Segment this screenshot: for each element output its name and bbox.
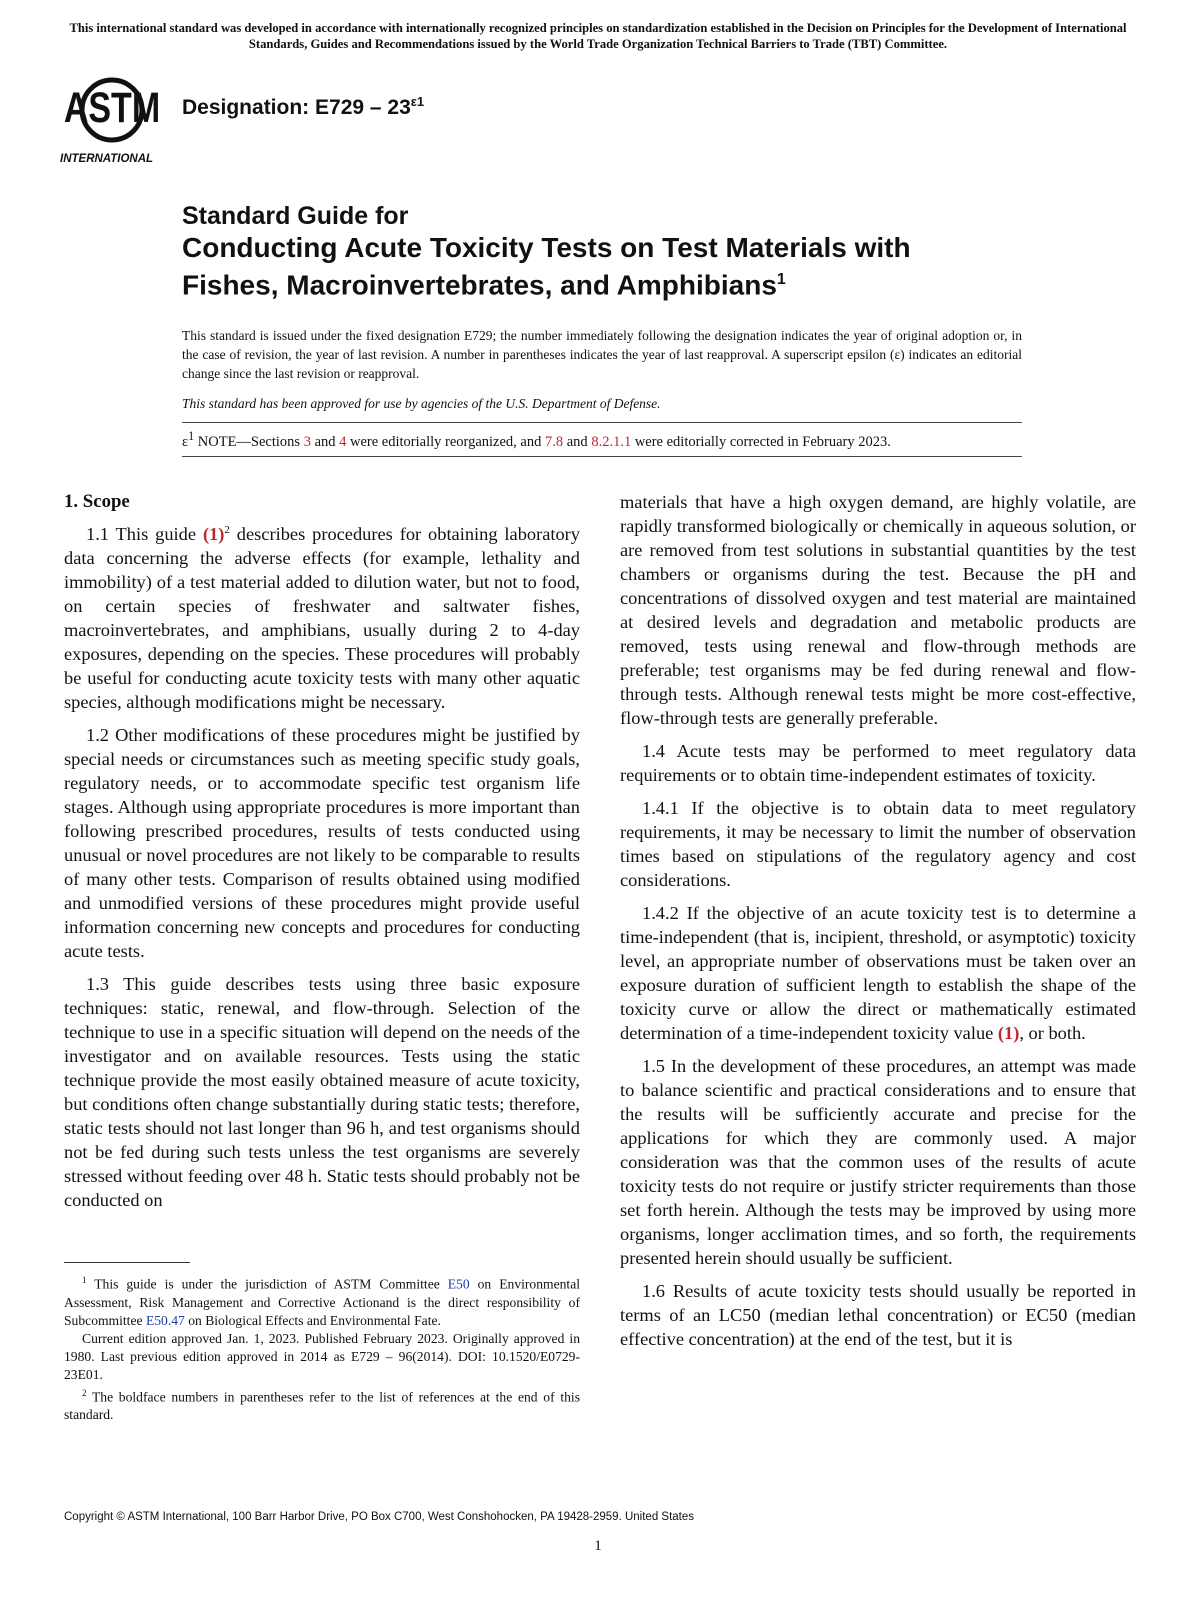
note-text: were editorially reorganized, and <box>346 433 545 450</box>
designation-label: Designation: E729 – 23 <box>182 96 411 119</box>
footnote-text: on Environmental Assessment, Risk Management and Corrective Actionand is the direct responsibility of Subcommittee <box>64 1276 580 1328</box>
title-line-3 <box>182 264 1112 301</box>
reference-link-1[interactable]: (1) <box>202 524 225 545</box>
reference-link-1[interactable]: (1) <box>997 1023 1020 1043</box>
fixed-designation-note: This standard is issued under the fixed designation E729; the number immediately following the designation indicates the year of original adoption or, in the case of revision, the year of last revision. A number in parentheses indicates the year of last reapproval. A superscript epsilon (ε) indicates an editorial change since the last revision or reapproval. <box>182 328 1022 381</box>
footnote-text: The boldface numbers in parentheses refer to the list of references at the end of this standard. <box>64 1389 580 1423</box>
document-title <box>182 200 1112 301</box>
footnote-1 <box>64 1271 580 1330</box>
paragraph-1-4-1: 1.4.1 If the objective is to obtain data to meet regulatory requirements, it may be necessary to limit the number of observation times based on stipulations of the regulatory agency and cost considerations. <box>620 798 1136 890</box>
paragraph-1-6: 1.6 Results of acute toxicity tests should usually be reported in terms of an LC50 (median lethal concentration) or EC50 (median effective concentration) at the end of the test, but it is <box>620 1281 1136 1349</box>
title-line-2: Conducting Acute Toxicity Tests on Test Materials with <box>182 232 911 263</box>
section-heading-scope: 1. Scope <box>64 491 130 512</box>
footnote-mark-2: 2 <box>224 524 230 536</box>
editorial-note <box>182 422 1022 457</box>
footnote-text: on Biological Effects and Environmental Fate. <box>184 1312 441 1328</box>
paragraph-text: describes procedures for obtaining laboratory data concerning the adverse effects (for example, lethality and immobility) of a test material added to dilution water, but not to food, on certain species of freshwater and saltwater fishes, macroinvertebrates, and amphibians, usually during 2 to 4-day exposures, depending on the species. These procedures will probably be useful for conducting acute toxicity tests with many other aquatic species, although modifications might be necessary. <box>64 524 580 713</box>
footnote-2-mark: 2 <box>82 1387 87 1398</box>
subcommittee-link-e50-47[interactable]: E50.47 <box>145 1312 185 1328</box>
paragraph-1-5: 1.5 In the development of these procedures, an attempt was made to balance scientific and practical considerations and to ensure that the results will be sufficiently accurate and precise for the applications for which they are commonly used. A major consideration was that the common uses of the results of acute toxicity tests do not require or justify stricter requirements than those set forth herein. Although the tests may be improved by using more organisms, longer acclimation times, and so forth, the requirements presented herein should usually be sufficient. <box>620 1056 1136 1268</box>
section-link-8-2-1-1[interactable]: 8.2.1.1 <box>591 433 632 450</box>
epsilon-symbol: ε <box>182 433 189 450</box>
designation <box>182 94 424 120</box>
paragraph-text: , or both. <box>1019 1023 1086 1043</box>
title-line-1: Standard Guide for <box>182 202 409 230</box>
page-number: 1 <box>594 1538 602 1554</box>
copyright-footer: Copyright © ASTM International, 100 Barr Harbor Drive, PO Box C700, West Conshohocken, PA 19428-2959. United States <box>64 1511 695 1523</box>
paragraph-1-1 <box>64 518 580 714</box>
paragraph-1-2: 1.2 Other modifications of these procedures might be justified by special needs or circumstances such as meeting specific study goals, regulatory needs, or to accommodate specific test organism life stages. Although using appropriate procedures is more important than following prescribed procedures, results of tests conducted using unusual or novel procedures are not likely to be comparable to results of many other tests. Comparison of results obtained using modified and unmodified versions of these procedures might provide useful information concerning new concepts and procedures for conducting acute tests. <box>64 725 580 962</box>
paragraph-text: 1.1 This guide <box>86 524 203 545</box>
tbt-notice: This international standard was developed in accordance with internationally recognized principles on standardization established in the Decision on Principles for the Development of International Standards, Guides and Recommendations issued by the World Trade Organization Technical Barriers to Trade (TBT) Committee. <box>69 21 1127 51</box>
section-link-7-8[interactable]: 7.8 <box>545 433 564 450</box>
footnote-1-mark: 1 <box>82 1275 87 1285</box>
edition-note: Current edition approved Jan. 1, 2023. Published February 2023. Originally approved in 1980. Last previous edition approved in 2014 as E729 – 96(2014). DOI: 10.1520/E0729-23E01. <box>64 1330 580 1382</box>
dod-approval-note: This standard has been approved for use by agencies of the U.S. Department of Defense. <box>182 396 661 411</box>
paragraph-text: 1.4.2 If the objective of an acute toxicity test is to determine a time-independent (that is, incipient, threshold, or asymptotic) toxicity level, an appropriate number of observations must be taken over an exposure duration of sufficient length to establish the shape of the toxicity curve or allow the direct or mathematically estimated determination of a time-independent toxicity value <box>620 903 1136 1043</box>
astm-logo-mark: ASTM <box>63 84 161 132</box>
title-footnote-mark: 1 <box>776 271 786 288</box>
committee-link-e50[interactable]: E50 <box>447 1276 470 1292</box>
left-column <box>64 490 580 1212</box>
epsilon-sup: 1 <box>188 429 195 443</box>
designation-epsilon: ε1 <box>410 94 425 109</box>
paragraph-1-4: 1.4 Acute tests may be performed to meet regulatory data requirements or to obtain time-independent estimates of toxicity. <box>620 741 1136 785</box>
section-link-3[interactable]: 3 <box>303 433 311 450</box>
title-line-3-text: Fishes, Macroinvertebrates, and Amphibians <box>182 269 777 301</box>
astm-logo-org: INTERNATIONAL <box>60 153 154 165</box>
paragraph-1-3-continued: materials that have a high oxygen demand, are highly volatile, are rapidly transformed biologically or chemically in aqueous solution, or are removed from test solutions in substantial quantities by the test chambers or organisms during the test. Because the pH and concentrations of dissolved oxygen and test material are maintained at desired levels and degradation and metabolic products are removed, tests using renewal and flow-through methods are preferable; test organisms may be fed during renewal and flow-through tests. Although renewal tests might be more cost-effective, flow-through tests are generally preferable. <box>620 492 1136 728</box>
section-link-4[interactable]: 4 <box>339 433 347 450</box>
paragraph-1-3: 1.3 This guide describes tests using three basic exposure techniques: static, renewal, and flow-through. Selection of the technique to use in a specific situation will depend on the needs of the investigator and on available resources. Tests using the static technique provide the most easily obtained measure of acute toxicity, but conditions often change substantially during static tests; therefore, static tests should not last longer than 96 h, and test organisms should not be fed during such tests unless the test organisms are severely stressed without feeding over 48 h. Static tests should probably not be conducted on <box>64 974 580 1211</box>
footnote-divider <box>64 1262 190 1263</box>
note-text: and <box>310 433 340 450</box>
right-column <box>620 490 1136 1351</box>
footnote-2 <box>64 1384 580 1425</box>
astm-logo <box>60 72 170 168</box>
note-text: and <box>563 433 592 450</box>
footnote-text: This guide is under the jurisdiction of ASTM Committee <box>86 1276 448 1292</box>
footnotes <box>64 1262 580 1424</box>
paragraph-1-4-2 <box>620 901 1136 1045</box>
note-text: NOTE—Sections <box>194 433 304 450</box>
note-text: were editorially corrected in February 2023. <box>631 433 891 450</box>
